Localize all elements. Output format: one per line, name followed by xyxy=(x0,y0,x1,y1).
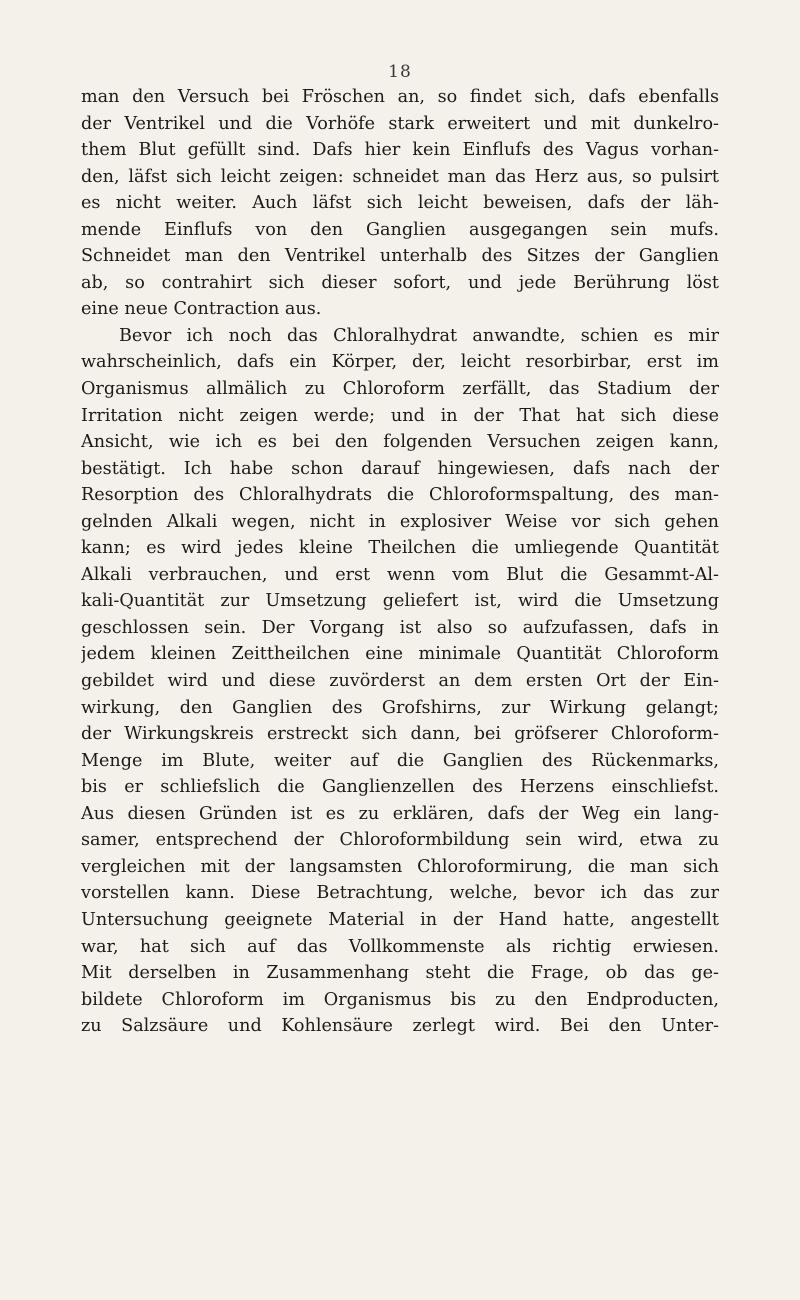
text-line: Alkali verbrauchen, und erst wenn vom Blut die Gesammt-Al- xyxy=(81,564,719,585)
text-line: Irritation nicht zeigen werde; und in der That hat sich diese xyxy=(81,405,719,426)
text-line: man den Versuch bei Fröschen an, so findet sich, dafs ebenfalls xyxy=(81,87,719,107)
text-line: bildete Chloroform im Organismus bis zu den Endproducten, xyxy=(81,989,719,1010)
text-line: ab, so contrahirt sich dieser sofort, und jede Berührung löst xyxy=(81,272,719,293)
text-line: jedem kleinen Zeittheilchen eine minimale Quantität Chloroform xyxy=(81,644,719,665)
text-line: bis er schliefslich die Ganglienzellen des Herzens einschliefst. xyxy=(81,777,719,798)
text-line: der Ventrikel und die Vorhöfe stark erweitert und mit dunkelro- xyxy=(81,113,719,134)
text-line: wahrscheinlich, dafs ein Körper, der, leicht resorbirbar, erst im xyxy=(81,352,719,373)
text-line: Organismus allmälich zu Chloroform zerfällt, das Stadium der xyxy=(81,379,719,400)
text-line: kali-Quantität zur Umsetzung geliefert ist, wird die Umsetzung xyxy=(81,591,719,612)
text-line: gelnden Alkali wegen, nicht in explosiver Weise vor sich gehen xyxy=(81,511,719,532)
text-line: Ansicht, wie ich es bei den folgenden Versuchen zeigen kann, xyxy=(81,432,719,453)
text-line: vergleichen mit der langsamsten Chloroformirung, die man sich xyxy=(81,856,719,877)
text-line: wirkung, den Ganglien des Grofshirns, zur Wirkung gelangt; xyxy=(81,697,719,718)
text-line: geschlossen sein. Der Vorgang ist also so aufzufassen, dafs in xyxy=(81,617,719,638)
text-line: Mit derselben in Zusammenhang steht die Frage, ob das ge- xyxy=(81,963,719,984)
text-line: zu Salzsäure und Kohlensäure zerlegt wird. Bei den Unter- xyxy=(81,1016,719,1037)
text-line: den, läfst sich leicht zeigen: schneidet man das Herz aus, so pulsirt xyxy=(81,166,719,187)
text-line: vorstellen kann. Diese Betrachtung, welche, bevor ich das zur xyxy=(81,883,719,904)
text-line: der Wirkungskreis erstreckt sich dann, bei gröfserer Chloroform- xyxy=(81,724,719,745)
text-line: samer, entsprechend der Chloroformbildung sein wird, etwa zu xyxy=(81,830,719,851)
text-line: war, hat sich auf das Vollkommenste als richtig erwiesen. xyxy=(81,936,719,957)
page-number: 18 xyxy=(388,62,412,82)
text-line: gebildet wird und diese zuvörderst an dem ersten Ort der Ein- xyxy=(81,671,719,692)
body-text xyxy=(81,84,719,1040)
text-line: Menge im Blute, weiter auf die Ganglien des Rückenmarks, xyxy=(81,750,719,771)
text-line: Schneidet man den Ventrikel unterhalb des Sitzes der Ganglien xyxy=(81,246,719,267)
text-line: mende Einflufs von den Ganglien ausgegangen sein mufs. xyxy=(81,219,719,240)
text-line: Aus diesen Gründen ist es zu erklären, dafs der Weg ein lang- xyxy=(81,803,719,824)
text-line: Untersuchung geeignete Material in der Hand hatte, angestellt xyxy=(81,909,719,930)
text-line: es nicht weiter. Auch läfst sich leicht beweisen, dafs der läh- xyxy=(81,193,719,214)
text-line: Resorption des Chloralhydrats die Chloroformspaltung, des man- xyxy=(81,485,719,506)
text-line: kann; es wird jedes kleine Theilchen die umliegende Quantität xyxy=(81,538,719,559)
text-line: Bevor ich noch das Chloralhydrat anwandte, schien es mir xyxy=(119,325,719,346)
text-line: eine neue Contraction aus. xyxy=(81,299,322,320)
text-line: them Blut gefüllt sind. Dafs hier kein Einflufs des Vagus vorhan- xyxy=(81,140,719,161)
text-line: bestätigt. Ich habe schon darauf hingewiesen, dafs nach der xyxy=(81,458,719,479)
